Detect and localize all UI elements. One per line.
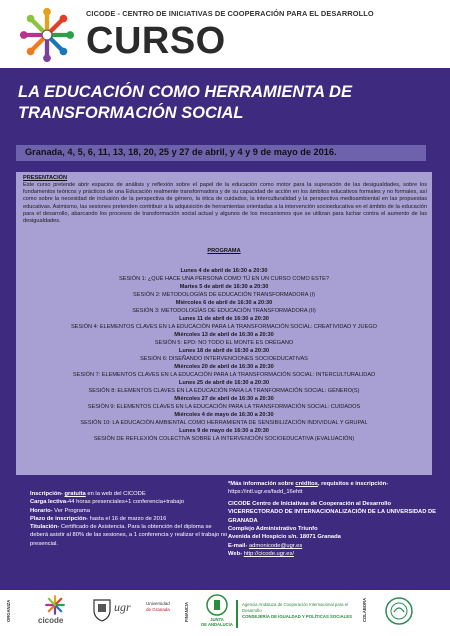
- plazo-label: Plazo de inscripción-: [30, 515, 88, 522]
- ugr-wordmark: ugr: [114, 600, 131, 614]
- colabora-label: COLABORA: [362, 597, 367, 622]
- financia-label: FINANCIA: [184, 601, 189, 622]
- session-title: SESIÓN 4: ELEMENTOS CLAVES EN LA EDUCACIÓN PARA LA TRANSFORMACIÓN SOCIAL: CREATIVIDAD Y JUEGO: [70, 324, 378, 330]
- session-title: SESIÓN 1: ¿QUÉ HACE UNA PERSONA COMO TÚ EN UN CURSO COMO ESTE?: [118, 276, 329, 282]
- course-title-line-2: TRANSFORMACIÓN SOCIAL: [18, 104, 244, 122]
- session-item: [16, 267, 432, 283]
- contact-line-org: CICODE Centro de Iniciativas de Cooperación al Desarrollo: [228, 500, 391, 507]
- plazo-line: [30, 515, 230, 523]
- session-item: [16, 331, 432, 347]
- mas-info-line: [228, 480, 438, 488]
- dates-text: Granada, 4, 5, 6, 11, 13, 18, 20, 25 y 27 de abril, y 4 y 9 de mayo de 2016.: [25, 147, 337, 157]
- session-date: Lunes 11 de abril de 16:30 a 20:30: [179, 316, 269, 322]
- cicode-flower-icon: [44, 594, 66, 616]
- session-title: SESIÓN 8: ELEMENTOS CLAVES EN LA EDUCACIÓN PARA LA TRANFORMACIÓN SOCIAL: GÉNERO(S): [88, 388, 360, 394]
- dates-bar: [16, 145, 426, 161]
- carga-value: 44 horas presenciales+1 conferencia+trabajo: [68, 499, 185, 506]
- titulacion-line: [30, 523, 230, 548]
- session-date: Miércoles 4 de mayo de 16:30 a 20:30: [174, 412, 274, 418]
- session-title: SESIÓN 3: METODOLOGÍAS DE EDUCACIÓN TRANSFORMADORA (II): [132, 308, 316, 314]
- agencia-divider: [236, 600, 238, 628]
- session-date: Martes 5 de abril de 16:30 a 20:30: [179, 284, 269, 290]
- header: [0, 0, 450, 68]
- inscripcion-gratuita: gratuita: [64, 491, 86, 497]
- contact-line-address: Avenida del Hospicio s/n. 18071 Granada: [228, 534, 341, 541]
- web-link[interactable]: http://cicode.ugr.es/: [243, 551, 294, 558]
- session-date: Lunes 9 de mayo de 16:30 a 20:30: [179, 428, 269, 434]
- session-date: Lunes 25 de abril de 16:30 a 20:30: [178, 380, 270, 386]
- presentacion-heading: PRESENTACIÓN: [23, 175, 68, 181]
- contact-line-vicerrectorado: VICERRECTORADO DE INTERNACIONALIZACIÓN DE LA UNIVERSIDAD DE GRANADA: [228, 509, 437, 524]
- session-date: Miércoles 13 de abril de 16:30 a 20:30: [174, 332, 274, 338]
- cicode-wordmark: cicode: [38, 616, 64, 625]
- curso-heading: CURSO: [86, 20, 226, 62]
- session-title: SESIÓN 5: EPD: NO TODO EL MONTE ES ORÉGANO: [154, 340, 294, 346]
- web-line: [228, 550, 438, 558]
- session-item: [16, 299, 432, 315]
- inscripcion-label: Inscripción-: [30, 491, 63, 497]
- horario-label: Horario-: [30, 507, 53, 514]
- info-url[interactable]: https://intl.ugr.es/fadd_16ehtt: [228, 489, 303, 496]
- creditos-link[interactable]: créditos: [295, 481, 318, 487]
- cicode-footer-logo: [34, 594, 76, 634]
- org-name: CICODE - CENTRO DE INICIATIVAS DE COOPERACIÓN PARA EL DESARROLLO: [86, 9, 374, 18]
- colabora-logo-icon: [384, 596, 414, 626]
- session-item: [16, 315, 432, 331]
- programa-heading: PROGRAMA: [207, 248, 241, 254]
- web-label: Web-: [228, 551, 243, 558]
- universidad-granada: Universidad de Granada: [146, 601, 170, 612]
- titulacion-label: Titulación-: [30, 524, 60, 531]
- presentacion-text: Este curso pretende abrir espacios de análisis y reflexión sobre el papel de la educación como motor para la superación de las desigualdades, sobre los fundamentos teóricos y prácticos de una Educación realmente transformadora y de su capacidad de acción en los ámbitos educativos formales y no formales, así como sobre la necesidad de inclusión de la perspectiva de género, la ética de cuidados, la interculturalidad y la perspectiva medioambiental en las propuestas educativas. Asimismo, las sesiones pretenden contribuir a la adquisición de herramientas orientadas a la intervención socioeducativa en el ámbito de la educación para el desarrollo, abarcando los procesos de transformación social actual y algunos de los mecanismos que se utilizan para luchar contra el aumento de las desigualdades.: [23, 182, 427, 225]
- junta-emblem-icon: [206, 594, 228, 616]
- session-date: Miércoles 6 de abril de 16:30 a 20:30: [175, 300, 273, 306]
- session-list: [16, 267, 432, 443]
- session-item: [16, 379, 432, 395]
- organiza-label: ORGANIZA: [6, 599, 11, 622]
- junta-text: JUNTA DE ANDALUCIA: [201, 617, 233, 627]
- session-item: [16, 283, 432, 299]
- course-info: [30, 490, 230, 548]
- session-item: [16, 395, 432, 411]
- sponsor-footer: [0, 590, 450, 636]
- junta-andalucia-logo: [200, 594, 234, 632]
- course-title: [18, 82, 438, 124]
- titulacion-value: Certificado de Asistencia. Para la obtención del diploma se deberá asistir al 80% de las sesiones, a 1 conferencia y realizar el trabajo no presencial.: [30, 524, 228, 547]
- session-item: [16, 363, 432, 379]
- email-line: [228, 542, 438, 550]
- horario-value: Ver Programa: [54, 507, 90, 514]
- session-date: Miércoles 20 de abril de 16:30 a 20:30: [174, 364, 274, 370]
- carga-line: [30, 498, 230, 506]
- course-title-line-1: LA EDUCACIÓN COMO HERRAMIENTA DE: [18, 83, 352, 101]
- contact-info: [228, 480, 438, 559]
- session-item: [16, 411, 432, 427]
- session-date: Lunes 18 de abril de 16:30 a 20:30: [178, 348, 270, 354]
- agencia-text: Agencia Andaluza de Cooperación Internacional para el Desarrollo CONSEJERÍA DE IGUALDAD Y POLÍTICAS SOCIALES: [242, 602, 352, 619]
- session-title: SESIÓN 6: DISEÑANDO INTERVENCIONES SOCIOEDUCATIVAS: [140, 356, 308, 362]
- plazo-value: hasta el 16 de marzo de 2016: [89, 515, 167, 522]
- session-item: [16, 427, 432, 443]
- mas-info-a: *Más información sobre: [228, 481, 294, 487]
- cicode-flower-logo: [18, 6, 76, 64]
- session-title: SESIÓN DE REFLEXIÓN COLECTIVA SOBRE LA INTERVENCIÓN SOCIOEDUCATIVA (EVALUACIÓN): [93, 436, 355, 442]
- session-date: Lunes 4 de abril de 16:30 a 20:30: [180, 268, 268, 274]
- carga-label: Carga lectiva-: [30, 499, 69, 506]
- ugr-crest-icon: [92, 598, 112, 622]
- session-title: SESIÓN 10: LA EDUCACIÓN AMBIENTAL COMO HERRAMIENTA DE SENSIBILIZACIÓN INDIVIDUAL Y GRUPAL: [80, 420, 368, 426]
- contact-line-complejo: Complejo Administrativo Triunfo: [228, 526, 318, 533]
- mas-info-b: , requisitos e inscripción-: [317, 481, 389, 487]
- inscripcion-line: [30, 490, 230, 498]
- content-box: [16, 172, 432, 475]
- email-link[interactable]: admonicode@ugr.es: [248, 542, 303, 549]
- horario-line: [30, 507, 230, 515]
- info-panel: [0, 480, 450, 590]
- session-date: Miércoles 27 de abril de 16:30 a 20:30: [174, 396, 274, 402]
- session-item: [16, 347, 432, 363]
- inscripcion-rest: en la web del CICODE: [87, 491, 146, 497]
- session-title: SESIÓN 7: ELEMENTOS CLAVES EN LA EDUCACIÓN PARA LA TRANSFORMACIÓN SOCIAL: INTERCULTURALIDAD: [72, 372, 376, 378]
- main-panel: [0, 68, 450, 480]
- email-label: E-mail-: [228, 542, 248, 549]
- session-title: SESIÓN 9: ELEMENTOS CLAVES EN LA EDUCACIÓN PARA LA TRANSFORMACIÓN SOCIAL: CUIDADOS: [87, 404, 361, 410]
- session-title: SESIÓN 2: METODOLOGÍAS DE EDUCACIÓN TRANSFORMADORA (I): [133, 292, 315, 298]
